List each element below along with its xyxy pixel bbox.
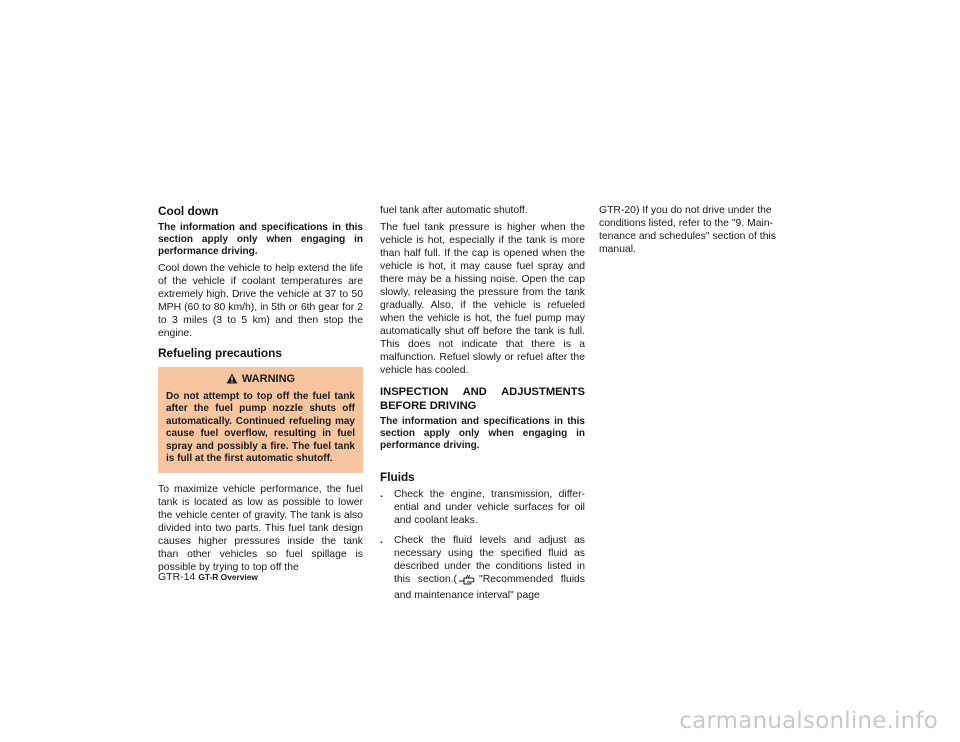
watermark: carmanualsonline.info <box>679 708 938 734</box>
continued-text: fuel tank after automatic shutoff. <box>380 205 528 216</box>
inspection-heading: INSPECTION AND ADJUSTMENTS BEFORE DRIVING <box>380 386 585 412</box>
bullet-marker: . <box>380 535 383 546</box>
warning-text: Do not attempt to top off the fuel tank after the fuel pump nozzle shuts off automatically. Continued refueling may cause fuel overflow, resulting in fuel spray and possibly a fire. The fuel tank is full at the first automatic shutoff. <box>166 391 355 465</box>
column-right <box>599 204 804 260</box>
warning-box <box>158 367 363 473</box>
warning-header <box>166 373 355 386</box>
warning-label: WARNING <box>241 373 296 385</box>
fluids-heading: Fluids <box>380 470 415 484</box>
cool-down-note: The information and specifications in this section apply only when engaging in performance driving. <box>158 222 363 257</box>
continued-text: GTR-20) If you do not drive under the conditions listed, refer to the "9. Main-tenance and schedules" section of this manual. <box>599 205 776 255</box>
refuel-body: To maximize vehicle performance, the fuel tank is located as low as possible to lower the vehicle center of gravity. The tank is also divided into two parts. This fuel tank design causes higher pressures inside the tank than other vehicles so fuel spillage is possible by trying to top off the <box>158 484 363 574</box>
inspection-note: The information and specifications in this section apply only when engaging in performance driving. <box>380 416 585 451</box>
pressure-body: The fuel tank pressure is higher when the vehicle is hot, especially if the tank is more than half full. If the cap is opened when the vehicle is hot, it may cause fuel spray and there may be a hissing noise. Open the cap slowly, releasing the pressure from the tank gradually. Also, if the vehicle is refueled when the vehicle is hot, the fuel pump may automatically shut off before the tank is full. This does not indicate that there is a malfunction. Refuel slowly or refuel after the vehicle has cooled. <box>380 222 585 376</box>
refueling-heading: Refueling precautions <box>158 346 282 360</box>
fluids-list <box>380 488 585 602</box>
bullet-text-post: "Recommended fluids and maintenance interval" page <box>394 574 585 601</box>
list-item <box>380 534 585 602</box>
section-title: GT-R Overview <box>198 572 258 582</box>
page-footer <box>158 571 258 583</box>
reference-pointer-icon <box>458 573 478 589</box>
bullet-marker: . <box>380 489 383 500</box>
column-left <box>158 204 363 578</box>
cool-down-heading: Cool down <box>158 204 219 218</box>
warning-triangle-icon <box>226 373 238 384</box>
cool-down-body: Cool down the vehicle to help extend the life of the vehicle if coolant temperatures are extremely high. Drive the vehicle at 37 to 50 MPH (60 to 80 km/h), in 5th or 6th gear for 2 to 3 miles (3 to 5 km) and then stop the engine. <box>158 263 363 339</box>
bullet-text: Check the engine, transmission, differ-ential and under vehicle surfaces for oil and coolant leaks. <box>394 489 585 526</box>
page-number: GTR-14 <box>158 571 196 583</box>
bullet-text-pre: Check the fluid levels and adjust as necessary using the specified fluid as described under the conditions listed in this section.( <box>394 535 585 585</box>
column-middle <box>380 204 585 609</box>
list-item <box>380 488 585 527</box>
